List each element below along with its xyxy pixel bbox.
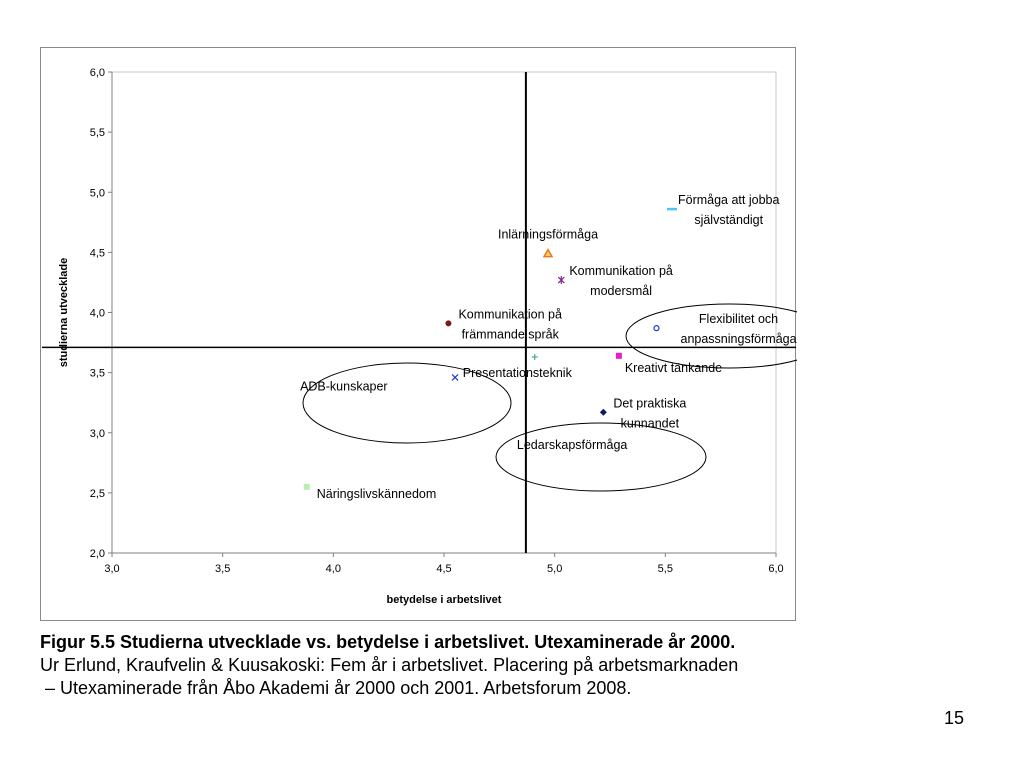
x-tick-label: 4,5	[436, 563, 452, 575]
data-point	[445, 320, 451, 326]
y-tick-label: 4,5	[89, 247, 105, 260]
y-tick-label: 5,5	[89, 127, 105, 140]
x-tick-label: 6,0	[768, 563, 784, 575]
point-label: Kreativt tänkande	[624, 360, 723, 375]
data-point	[558, 276, 564, 284]
point-label: Det praktiska kunnandet	[613, 396, 687, 431]
caption-source-line2: – Utexaminerade från Åbo Akademi år 2000 och 2001. Arbetsforum 2008.	[40, 678, 632, 698]
ellipse-ledarskapsformaga	[496, 423, 706, 491]
page-number: 15	[943, 708, 964, 728]
x-tick-label: 3,0	[104, 563, 120, 575]
x-tick-label: 3,5	[215, 563, 231, 575]
y-tick-label: 4,0	[89, 307, 105, 320]
point-label: Kommunikation på modersmål	[569, 264, 673, 299]
scatter-chart	[41, 48, 797, 622]
data-point	[544, 250, 552, 257]
point-label: Inlärningsförmåga	[497, 227, 599, 242]
y-tick-label: 2,5	[89, 487, 105, 500]
y-tick-label: 5,0	[89, 187, 105, 200]
y-tick-label: 3,0	[89, 427, 105, 440]
y-tick-label: 3,5	[89, 367, 105, 380]
data-point	[654, 326, 659, 331]
y-axis-title: studierna utvecklade	[58, 257, 70, 368]
point-label: Ledarskapsförmåga	[516, 437, 628, 452]
figure-caption	[40, 631, 1000, 700]
data-point	[452, 374, 458, 380]
point-label: Kommunikation på främmande språk	[458, 307, 562, 342]
data-point	[600, 409, 607, 416]
x-axis-title: betydelse i arbetslivet	[386, 594, 502, 606]
y-tick-label: 2,0	[89, 548, 105, 560]
caption-title: Figur 5.5 Studierna utvecklade vs. betydelse i arbetslivet. Utexaminerade år 2000.	[40, 632, 736, 652]
point-label: Presentationsteknik	[462, 365, 572, 380]
data-point	[532, 354, 538, 360]
x-tick-label: 5,0	[547, 563, 563, 575]
point-label: Förmåga att jobba självständigt	[677, 193, 780, 228]
data-point	[304, 484, 310, 490]
y-tick-label: 6,0	[89, 67, 105, 79]
data-point	[616, 353, 622, 359]
x-tick-label: 5,5	[657, 563, 673, 575]
point-label: ADB-kunskaper	[300, 379, 388, 394]
point-label: Flexibilitet och anpassningsförmåga	[680, 312, 797, 347]
caption-source-line1: Ur Erlund, Kraufvelin & Kuusakoski: Fem år i arbetslivet. Placering på arbetsmarknaden	[40, 655, 739, 675]
x-tick-label: 4,0	[325, 563, 341, 575]
point-label: Näringslivskännedom	[316, 486, 437, 501]
chart-frame	[40, 47, 796, 621]
